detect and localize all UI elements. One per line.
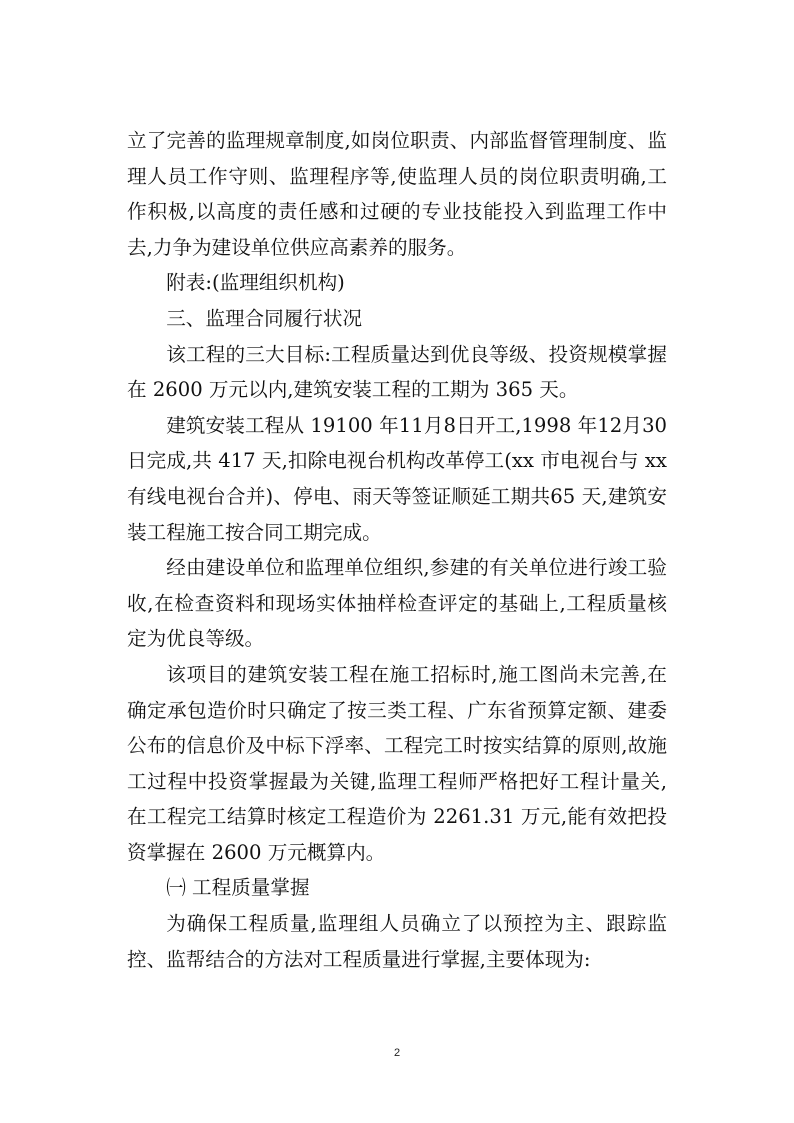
paragraph-attachment-note: 附表:(监理组织机构) xyxy=(166,271,345,295)
section-heading-contract-performance: 三、监理合同履行状况 xyxy=(166,306,363,330)
paragraph-construction-schedule: 建筑安装工程从 19100 年11月8日开工,1998 年12月30日完成,共 417 天,扣除电视台机构改革停工(xx 市电视台与 xx有线电视台合并)、停电、雨天等签证顺延工期共65 天,建筑安装工程施工按合同工期完成。 xyxy=(127,413,667,544)
document-body xyxy=(127,123,667,977)
paragraph-cost-control: 该项目的建筑安装工程在施工招标时,施工图尚未完善,在确定承包造价时只确定了按三类工程、广东省预算定额、建委公布的信息价及中标下浮率、工程完工时按实结算的原则,故施工过程中投资掌握最为关键,监理工程师严格把好工程计量关,在工程完工结算时核定工程造价为 2261.31 万元,能有效把投资掌握在 2600 万元概算内。 xyxy=(127,662,667,864)
paragraph-regulations: 立了完善的监理规章制度,如岗位职责、内部监督管理制度、监理人员工作守则、监理程序等,使监理人员的岗位职责明确,工作积极,以高度的责任感和过硬的专业技能投入到监理工作中去,力争为建设单位供应高素养的服务。 xyxy=(127,129,667,259)
paragraph-three-targets: 该工程的三大目标:工程质量达到优良等级、投资规模掌握在 2600 万元以内,建筑安装工程的工期为 365 天。 xyxy=(127,342,667,402)
paragraph-quality-method: 为确保工程质量,监理组人员确立了以预控为主、跟踪监控、监帮结合的方法对工程质量进行掌握,主要体现为: xyxy=(127,912,667,971)
paragraph-acceptance: 经由建设单位和监理单位组织,参建的有关单位进行竣工验收,在检查资料和现场实体抽样检查评定的基础上,工程质量核定为优良等级。 xyxy=(127,556,667,651)
subsection-heading-quality-control: ㈠ 工程质量掌握 xyxy=(166,876,310,900)
page-number: 2 xyxy=(393,1047,401,1059)
